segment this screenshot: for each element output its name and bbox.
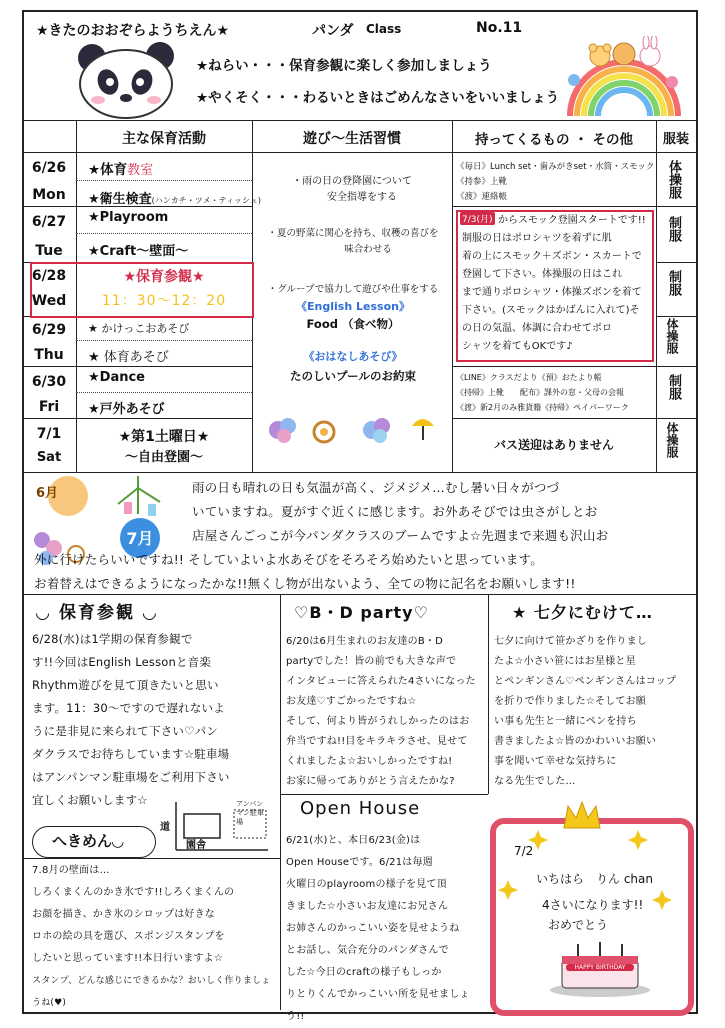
clothes-1: 体操服 (666, 160, 681, 199)
mid-col-line-2 (488, 594, 489, 794)
dot-line (76, 392, 252, 393)
cake-text: HAPPY BIRTHDAY (566, 964, 634, 971)
birthday-line1: 4さいになります!! (542, 898, 644, 912)
clothes-3: 制服 (666, 270, 681, 296)
school-name: ★きたのおおぞらようちえん★ (36, 23, 230, 39)
bring-line-2 (452, 366, 656, 367)
row-line-c2 (656, 262, 696, 263)
season-bottom-line (22, 594, 696, 595)
story-title: 《おはなしあそび》 (303, 350, 403, 363)
birthday-line2: おめでとう (548, 918, 609, 932)
activity-6b: ～自由登園～ (124, 450, 203, 465)
table-row-date: 6/26 Mon (31, 160, 67, 203)
bottom-left-line (22, 858, 280, 859)
dot-line (76, 180, 252, 181)
smock-notice-text: からスモック登園スタートです!! 制服の日はポロシャツを着ずに肌 着の上にスモック＋ズボン・スカートで 登園して下さい。体操服の日はこれ まで通りポロシャツ・体操ズボンを着て 下さい。(スモックはかばんに入れて)そ の日の気温、体調に合わせてポロ シャツを着てもOKです♪ (462, 215, 646, 352)
openhouse-top-line (280, 794, 488, 795)
rainy-season-icons (262, 408, 448, 448)
openhouse-title: Open House (300, 798, 421, 819)
map-road: 道 (160, 822, 170, 833)
clothes-6: 体操服 (665, 422, 679, 458)
activity-3b: 11：30～12：20 (101, 293, 227, 309)
table-row-date: 6/27 Tue (31, 214, 67, 259)
party-body: 6/20は6月生まれのお友達のB・D partyでした！皆の前でも大きな声で インタビューに答えられた4さいになった お友達♡すごかったですね☆ そして、何より皆がうれしかったのはお 弁当ですね!!目をキラキラさせ、見せて くれましたよ☆おいしかったですね! お家に帰ってありがとう言えたかな? (286, 636, 476, 787)
row-line-5 (22, 418, 252, 419)
table-row-date: 7/1 Sat (36, 426, 62, 465)
mid-col-line-1 (280, 594, 281, 794)
sanka-title: ◡ 保育参観 ◡ (36, 603, 158, 623)
dot-line (76, 340, 252, 341)
panda-illustration (72, 38, 182, 120)
header-activity: 主な保育活動 (122, 131, 206, 147)
july-label: 7月 (126, 529, 154, 548)
activity-3a: ★保育参観★ (123, 269, 205, 285)
birthday-name: いちはら りん chan (536, 872, 653, 886)
aim-text: ★ねらい・・・保育参観に楽しく参加しましょう (196, 58, 492, 74)
sanka-body: 6/28(水)は1学期の保育参観で す!!今回はEnglish Lessonと音楽 Rhythm遊びを見て頂きたいと思い ます。11：30～ですので遅れないよ うに是非見に来られて下さい♡パン ダクラスでお待ちしています☆駐車場 はアンパンマン駐車場をご利用下さい 宜しくお願いします☆ (32, 632, 230, 807)
table-row-date: 6/28 Wed (31, 268, 67, 309)
story-body: たのしいプールのお約束 (290, 369, 416, 383)
class-word: Class (366, 22, 402, 36)
col-line-4 (656, 120, 657, 472)
bring-mon: 《毎日》Lunch set・歯みがきset・水筒・スモック 《持参》上靴 《渡》連絡帳 (456, 162, 655, 202)
june-label: 6月 (35, 486, 59, 501)
header-row-line (22, 152, 696, 153)
activity-2a: ★Playroom (88, 210, 169, 225)
english-lesson-body: Food （食べ物） (306, 317, 400, 331)
class-name: パンダ (312, 23, 354, 39)
table-bottom-line (22, 472, 696, 473)
bus-notice: バス送迎はありません (493, 438, 614, 452)
rainbow-animals-illustration (560, 36, 688, 118)
row-line-4 (22, 366, 252, 367)
promise-text: ★やくそく・・・わるいときはごめんなさいをいいましょう (196, 90, 560, 106)
bring-fri: 《LINE》クラスだより《預》おたより帳 《持帰》上靴 配布》課外の窓・父母の会報 《渡》新2月のみ雅貨籍《持帰》ペイパーワーク (456, 373, 629, 412)
row-line-c3 (656, 316, 696, 317)
row-line-c5 (656, 418, 696, 419)
activity-5a: ★Dance (88, 370, 145, 385)
activity-4b: ★ 体育あそび (88, 350, 169, 365)
bring-line-1 (452, 206, 656, 207)
table-row-date: 6/30 Fri (31, 374, 67, 415)
bring-line-3 (452, 418, 656, 419)
tanabata-body: 七夕に向けて笹かざりを作りまし たよ☆小さい笹にはお星様と星 とペンギンさん♡ペンギンさんはコップ を折りで作りました☆そしてお願 い事も先生と一緒にペンを持ち 書きましたよ☆皆のかわいいお願い 事を聞いて幸せな気持ちに なる先生でした… (494, 636, 677, 787)
party-title: ♡B・D party♡ (294, 603, 429, 622)
header-bring: 持ってくるもの ・ その他 (475, 132, 633, 148)
activity-1b: ★衛生検査(ハンカチ・ツメ・ティッシュ) (88, 192, 261, 207)
season-message: 雨の日も晴れの日も気温が高く、ジメジメ…むし暑い日々がつづ いていますね。夏がすぐ近くに感じます。お外あそびでは虫さがしとお 店屋さんごっこが今パンダクラスのブームですよ☆先週まで来週も沢山お (192, 480, 609, 543)
row-line-c4 (656, 366, 696, 367)
activity-2b: ★Craft～壁面～ (88, 244, 189, 259)
header-clothes: 服装 (662, 132, 689, 147)
season-message-cont: 外に行けたらいいですね!! そしていよいよ水あそびをそろそろ始めたいと思っています。 お着替えはできるようになったかな!!無くし物が出ないよう、全ての物に記名をお願いします!! (34, 552, 576, 591)
activity-6a: ★第1土曜日★ (118, 429, 210, 445)
table-top-line (22, 120, 696, 121)
play-item-1: ・雨の日の登降園について 安全指導をする (292, 176, 412, 203)
header-play: 遊び～生活習慣 (303, 131, 401, 147)
birthday-date: 7/2 (514, 844, 534, 858)
hekimen-title: へきめん◡ (52, 832, 124, 850)
clothes-4: 体操服 (665, 318, 679, 354)
openhouse-body: 6/21(水)と、本日6/23(金)は Open Houseです。6/21は毎週 火曜日のplayroomの様子を見て頂 きました☆小さいお友達にお兄さん お姉さんのかっこいい姿を見せようね とお話し、気合充分のパンダさんで した☆今日のcraftの様子もしっか りとりくんでかっこいい所を見せましょう!! (286, 835, 470, 1022)
activity-5b: ★戸外あそび (88, 402, 165, 417)
map-school: 園舎 (186, 840, 206, 851)
col-line-3 (452, 120, 453, 472)
tanabata-title: ★ 七夕にむけて… (512, 603, 653, 622)
row-line-c1 (656, 206, 696, 207)
activity-1a: ★体育教室 (88, 162, 154, 178)
map-parking: アンパンマン駐車場 (236, 800, 264, 826)
english-lesson-title: 《English Lesson》 (296, 300, 410, 313)
play-item-3: ・グループで協力して遊びや仕事をする (267, 284, 439, 295)
table-row-date: 6/29 Thu (31, 322, 67, 363)
play-item-2: ・夏の野菜に関心を持ち、収穫の喜びを 味合わせる (267, 228, 439, 255)
smock-notice-tag: 7/3(月) (460, 212, 495, 225)
activity-4a: ★ かけっこおあそび (88, 322, 190, 335)
clothes-2: 制服 (666, 216, 681, 242)
bottom-col-line (280, 794, 281, 1010)
clothes-5: 制服 (666, 374, 681, 400)
hekimen-body: 7.8月の壁面は… しろくまくんのかき氷です!!しろくまくんの お顔を描き、かき氷のシロップは好きな ロホの絵の具を選び、スポンジスタンプを したいと思っています!!本日行いますよ☆ スタンプ、どんな感じにできるかな？おいしく作りましょうね(♥) (32, 865, 271, 1008)
issue-number: No.11 (476, 20, 523, 36)
dot-line (76, 233, 252, 234)
